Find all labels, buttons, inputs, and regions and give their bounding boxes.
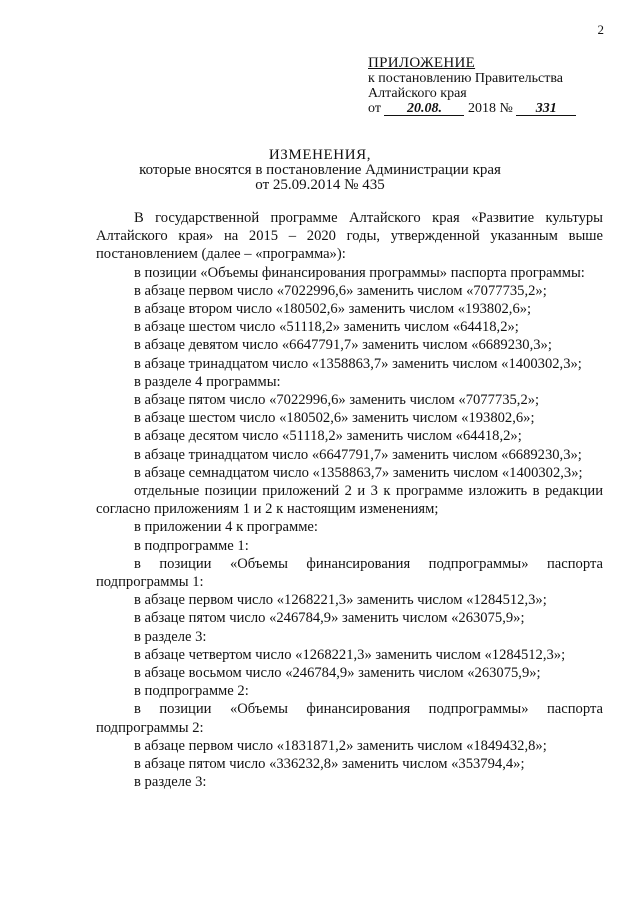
- appendix-line-2: Алтайского края: [368, 86, 467, 101]
- paragraph: в абзаце первом число «1831871,2» заменить числом «1849432,8»;: [134, 737, 547, 754]
- paragraph: в абзаце тринадцатом число «1358863,7» заменить числом «1400302,3»;: [134, 355, 582, 372]
- paragraph: в подпрограмме 1:: [134, 537, 249, 554]
- paragraph: в абзаце пятом число «246784,9» заменить числом «263075,9»;: [134, 610, 525, 627]
- document-title: [0, 148, 640, 193]
- date-value: 20.08.: [384, 102, 464, 116]
- appendix-heading: ПРИЛОЖЕНИЕ: [368, 55, 476, 71]
- paragraph: в абзаце втором число «180502,6» заменить числом «193802,6»;: [134, 301, 532, 318]
- paragraph: в абзаце шестом число «180502,6» заменить числом «193802,6»;: [134, 410, 535, 427]
- date-prefix: от: [368, 101, 381, 116]
- page-number: 2: [597, 22, 604, 37]
- paragraph: в абзаце семнадцатом число «1358863,7» заменить числом «1400302,3»;: [134, 464, 583, 481]
- title-line-2: которые вносятся в постановление Администрации края: [139, 162, 501, 178]
- date-year: 2018: [467, 101, 496, 116]
- paragraph: в абзаце шестом число «51118,2» заменить числом «64418,2»;: [134, 319, 519, 336]
- paragraph: в абзаце пятом число «7022996,6» заменить числом «7077735,2»;: [134, 392, 540, 409]
- title-line-3: от 25.09.2014 № 435: [255, 177, 385, 193]
- document-number: 331: [516, 102, 576, 116]
- paragraph: отдельные позиции приложений 2 и 3 к программе изложить в редакции согласно приложениям 1 и 2 к настоящим изменениям;: [96, 483, 603, 518]
- paragraph: в разделе 4 программы:: [134, 373, 281, 390]
- paragraph: в приложении 4 к программе:: [134, 519, 318, 536]
- paragraph: в разделе 3:: [134, 628, 207, 645]
- paragraph: в абзаце тринадцатом число «6647791,7» заменить числом «6689230,3»;: [134, 446, 582, 463]
- paragraph: в абзаце пятом число «336232,8» заменить числом «353794,4»;: [134, 756, 525, 773]
- document-body: [96, 209, 603, 792]
- title-main: ИЗМЕНЕНИЯ,: [268, 147, 372, 163]
- appendix-date-line: [368, 101, 618, 116]
- appendix-line-1: к постановлению Правительства: [368, 71, 564, 86]
- paragraph: в позиции «Объемы финансирования подпрограммы» паспорта подпрограммы 2:: [96, 701, 603, 736]
- appendix-block: [368, 56, 618, 116]
- paragraph: В государственной программе Алтайского края «Развитие культуры Алтайского края» на 2015 – 2020 годы, утвержденной указанным выше постановлением (далее – «программа»):: [96, 210, 603, 263]
- paragraph: в абзаце девятом число «6647791,7» заменить числом «6689230,3»;: [134, 337, 552, 354]
- paragraph: в абзаце восьмом число «246784,9» заменить числом «263075,9»;: [134, 665, 541, 682]
- paragraph: в разделе 3:: [134, 774, 207, 791]
- paragraph: в позиции «Объемы финансирования подпрограммы» паспорта подпрограммы 1:: [96, 555, 603, 591]
- paragraph: в позиции «Объемы финансирования программы» паспорта программы:: [134, 264, 585, 281]
- paragraph: в абзаце первом число «7022996,6» заменить числом «7077735,2»;: [134, 282, 547, 299]
- paragraph: в подпрограмме 2:: [134, 683, 249, 700]
- paragraph: в абзаце четвертом число «1268221,3» заменить числом «1284512,3»;: [134, 646, 566, 663]
- paragraph: в абзаце первом число «1268221,3» заменить числом «1284512,3»;: [134, 592, 547, 609]
- paragraph: в абзаце десятом число «51118,2» заменить числом «64418,2»;: [134, 428, 522, 445]
- number-sign: №: [499, 101, 513, 116]
